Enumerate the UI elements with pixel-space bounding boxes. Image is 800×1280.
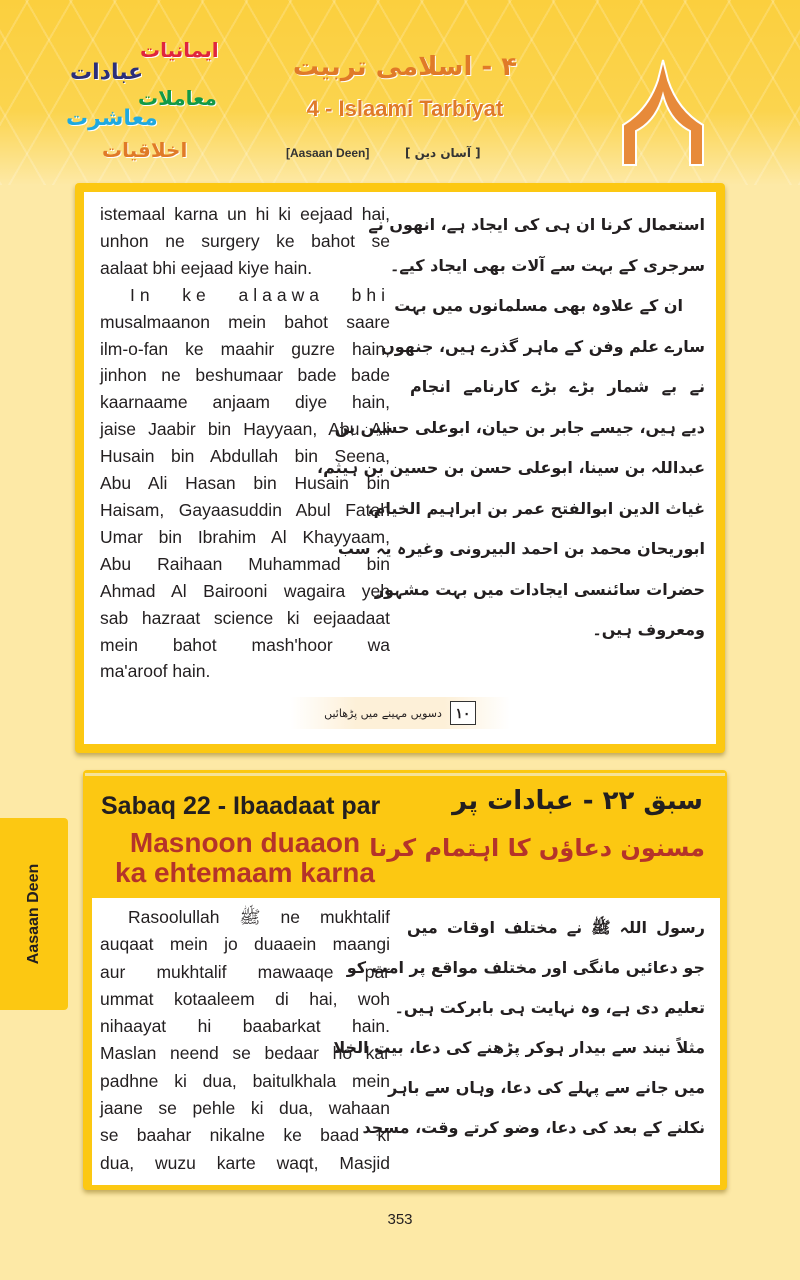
- text-line: غیاث الدین ابوالفتح عمر بن ابراہیم الخیام،: [367, 498, 705, 518]
- text-line: se baahar nikalne ke baad ki: [100, 1125, 390, 1146]
- category-muaamalaat: معاملات: [138, 86, 217, 110]
- category-muaasharat: معاشرت: [66, 106, 158, 131]
- category-akhlaaqiyaat: اخلاقیات: [102, 138, 188, 162]
- text-line: دیے ہیں، جیسے جابر بن حیان، ابوعلی حسین بن: [334, 417, 705, 437]
- text-line: ومعروف ہیں۔: [592, 620, 705, 639]
- urdu-text-column: [333, 908, 705, 1148]
- text-line: ان کے علاوہ بھی مسلمانوں میں بہت: [394, 296, 683, 315]
- text-line: Maslan neend se bedaar ho kar: [100, 1043, 390, 1064]
- side-tab: [0, 818, 68, 1010]
- text-line: جو دعائیں مانگی اور مختلف مواقع پر امت کو: [346, 958, 705, 977]
- text-line: In ke alaawa bhi: [130, 284, 390, 305]
- text-line: musalmaanon mein bahot saare: [100, 311, 390, 332]
- text-line: jaane se pehle ki dua, wahaan: [100, 1098, 390, 1119]
- heading-urdu-line2: مسنون دعاؤں کا اہتمام کرنا: [369, 834, 705, 862]
- text-line: Husain bin Abdullah bin Seena,: [100, 446, 390, 467]
- heading-english-line2a: Masnoon duaaon: [129, 827, 361, 858]
- text-line: حضرات سائنسی ایجادات میں بہت مشہور: [374, 579, 705, 599]
- heading-english-line2: [95, 828, 395, 888]
- text-line: nihaayat hi baabarkat hain.: [100, 1016, 390, 1037]
- category-imaaniyaat: ایمانیات: [140, 38, 219, 62]
- text-line: istemaal karna un hi ki eejaad hai,: [100, 204, 390, 224]
- text-line: ma'aroof hain.: [100, 661, 211, 682]
- text-line: mein bahot mash'hoor wa: [100, 634, 390, 655]
- subtitle-urdu: [ آسان دین ]: [405, 146, 481, 160]
- text-line: سرجری کے بہت سے آلات بھی ایجاد کیے۔: [390, 255, 705, 275]
- text-line: نے بے شمار بڑے بڑے کارنامے انجام: [410, 377, 705, 396]
- text-line: ilm-o-fan ke maahir guzre hain,: [100, 338, 390, 359]
- footnote: [290, 697, 510, 729]
- text-line: Haisam, Gayaasuddin Abul Fatah: [100, 499, 390, 520]
- text-line: میں جانے سے پہلے کی دعا، وہاں سے باہر: [388, 1078, 705, 1097]
- text-line: نکلنے کے بعد کی دعا، وضو کرتے وقت، مسجد: [362, 1118, 705, 1137]
- text-line: Rasoolullah ﷺ ne mukhtalif: [128, 907, 390, 927]
- text-line: sab hazraat science ki eejaadaat: [100, 607, 390, 628]
- lesson-body-2: [92, 898, 720, 1185]
- text-line: تعلیم دی ہے، وہ نہایت ہی بابرکت ہیں۔: [394, 998, 705, 1017]
- text-line: مثلاً نیند سے بیدار ہوکر پڑھنے کی دعا، بیت الخلا: [333, 1038, 705, 1057]
- dome-logo-icon: [618, 55, 708, 170]
- category-ibaadaat: عبادات: [70, 60, 144, 85]
- heading-english-line1: Sabaq 22 - Ibaadaat par: [101, 792, 381, 820]
- text-line: سارے علم وفن کے ماہر گذرے ہیں، جنھوں: [381, 336, 705, 356]
- text-line: ابوریحان محمد بن احمد البیرونی وغیرہ یہ سب: [337, 539, 705, 558]
- text-line: aalaat bhi eejaad kiye hain.: [100, 257, 313, 278]
- page-number: 353: [387, 1211, 413, 1228]
- page-header: [0, 0, 800, 185]
- text-line: auqaat mein jo duaaein maangi: [100, 934, 390, 955]
- text-line: padhne ki dua, baitulkhala mein: [100, 1070, 390, 1091]
- lesson-heading: [85, 773, 725, 895]
- text-line: aur mukhtalif mawaaqe par: [100, 961, 390, 982]
- heading-urdu-line1: سبق ۲۲ - عبادات پر: [452, 786, 703, 816]
- text-line: jaise Jaabir bin Hayyaan, Abu Ali: [100, 419, 390, 440]
- subtitle-english: [Aasaan Deen]: [286, 146, 370, 160]
- text-line: Abu Raihaan Muhammad bin: [100, 553, 390, 574]
- text-line: Abu Ali Hasan bin Husain bin: [100, 473, 390, 494]
- heading-english-line2b: ka ehtemaam karna: [115, 857, 375, 888]
- lesson-box-1: [75, 183, 725, 753]
- chapter-title-urdu: ۴ - اسلامی تربیت: [292, 52, 518, 82]
- text-line: Ahmad Al Bairooni wagaira yeh: [100, 580, 390, 601]
- footnote-text: دسویں مہینے میں پڑھائیں: [324, 706, 442, 720]
- text-line: kaarnaame anjaam diye hain,: [100, 392, 390, 413]
- text-line: Umar bin Ibrahim Al Khayyaam,: [100, 526, 390, 547]
- side-tab-label: Aasaan Deen: [25, 863, 42, 965]
- text-line: dua, wuzu karte waqt, Masjid: [100, 1152, 390, 1173]
- text-line: ummat kotaaleem di hai, woh: [100, 988, 390, 1009]
- text-line: عبداللہ بن سینا، ابوعلی حسن بن حسین بن ہیثم،: [317, 458, 705, 477]
- urdu-text-column: [317, 205, 705, 651]
- text-line: unhon ne surgery ke bahot se: [100, 230, 390, 251]
- text-line: jinhon ne beshumaar bade bade: [100, 365, 390, 386]
- text-line: استعمال کرنا ان ہی کی ایجاد ہے، انھوں نے: [368, 215, 705, 234]
- text-line: رسول اللہ ﷺ نے مختلف اوقات میں: [407, 918, 705, 937]
- footnote-number: ۱۰: [450, 701, 476, 725]
- chapter-title-english: 4 - Islaami Tarbiyat: [306, 96, 504, 121]
